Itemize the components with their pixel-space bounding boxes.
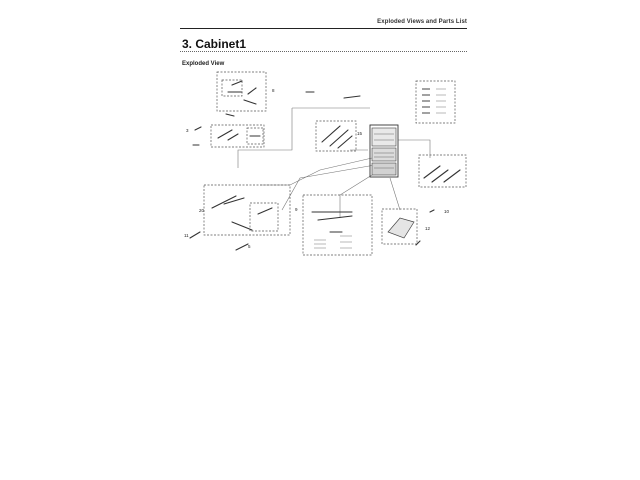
svg-text:9: 9: [295, 207, 298, 212]
assembly-right-top: [416, 81, 455, 123]
assembly-top-center: [217, 72, 266, 111]
svg-text:5: 5: [248, 244, 251, 249]
assembly-center-bottom: [303, 195, 372, 255]
leader-lines: [238, 108, 430, 218]
svg-text:3: 3: [186, 128, 189, 133]
assembly-left-large: [190, 185, 290, 250]
assembly-right-middle: [419, 155, 466, 187]
page-header: Exploded Views and Parts List: [377, 19, 467, 25]
svg-text:15: 15: [357, 131, 363, 136]
section-title: 3. Cabinet1: [182, 37, 247, 51]
svg-text:11: 11: [184, 233, 189, 238]
svg-text:12: 12: [425, 226, 431, 231]
assembly-left-middle: [193, 125, 264, 147]
svg-text:10: 10: [444, 209, 450, 214]
svg-text:8: 8: [272, 88, 275, 93]
svg-text:20: 20: [199, 208, 205, 213]
small-parts-top: [226, 92, 360, 116]
assembly-upper-shelf: [316, 121, 356, 151]
exploded-view-heading: Exploded View: [182, 61, 225, 67]
cabinet-body: [370, 125, 398, 177]
